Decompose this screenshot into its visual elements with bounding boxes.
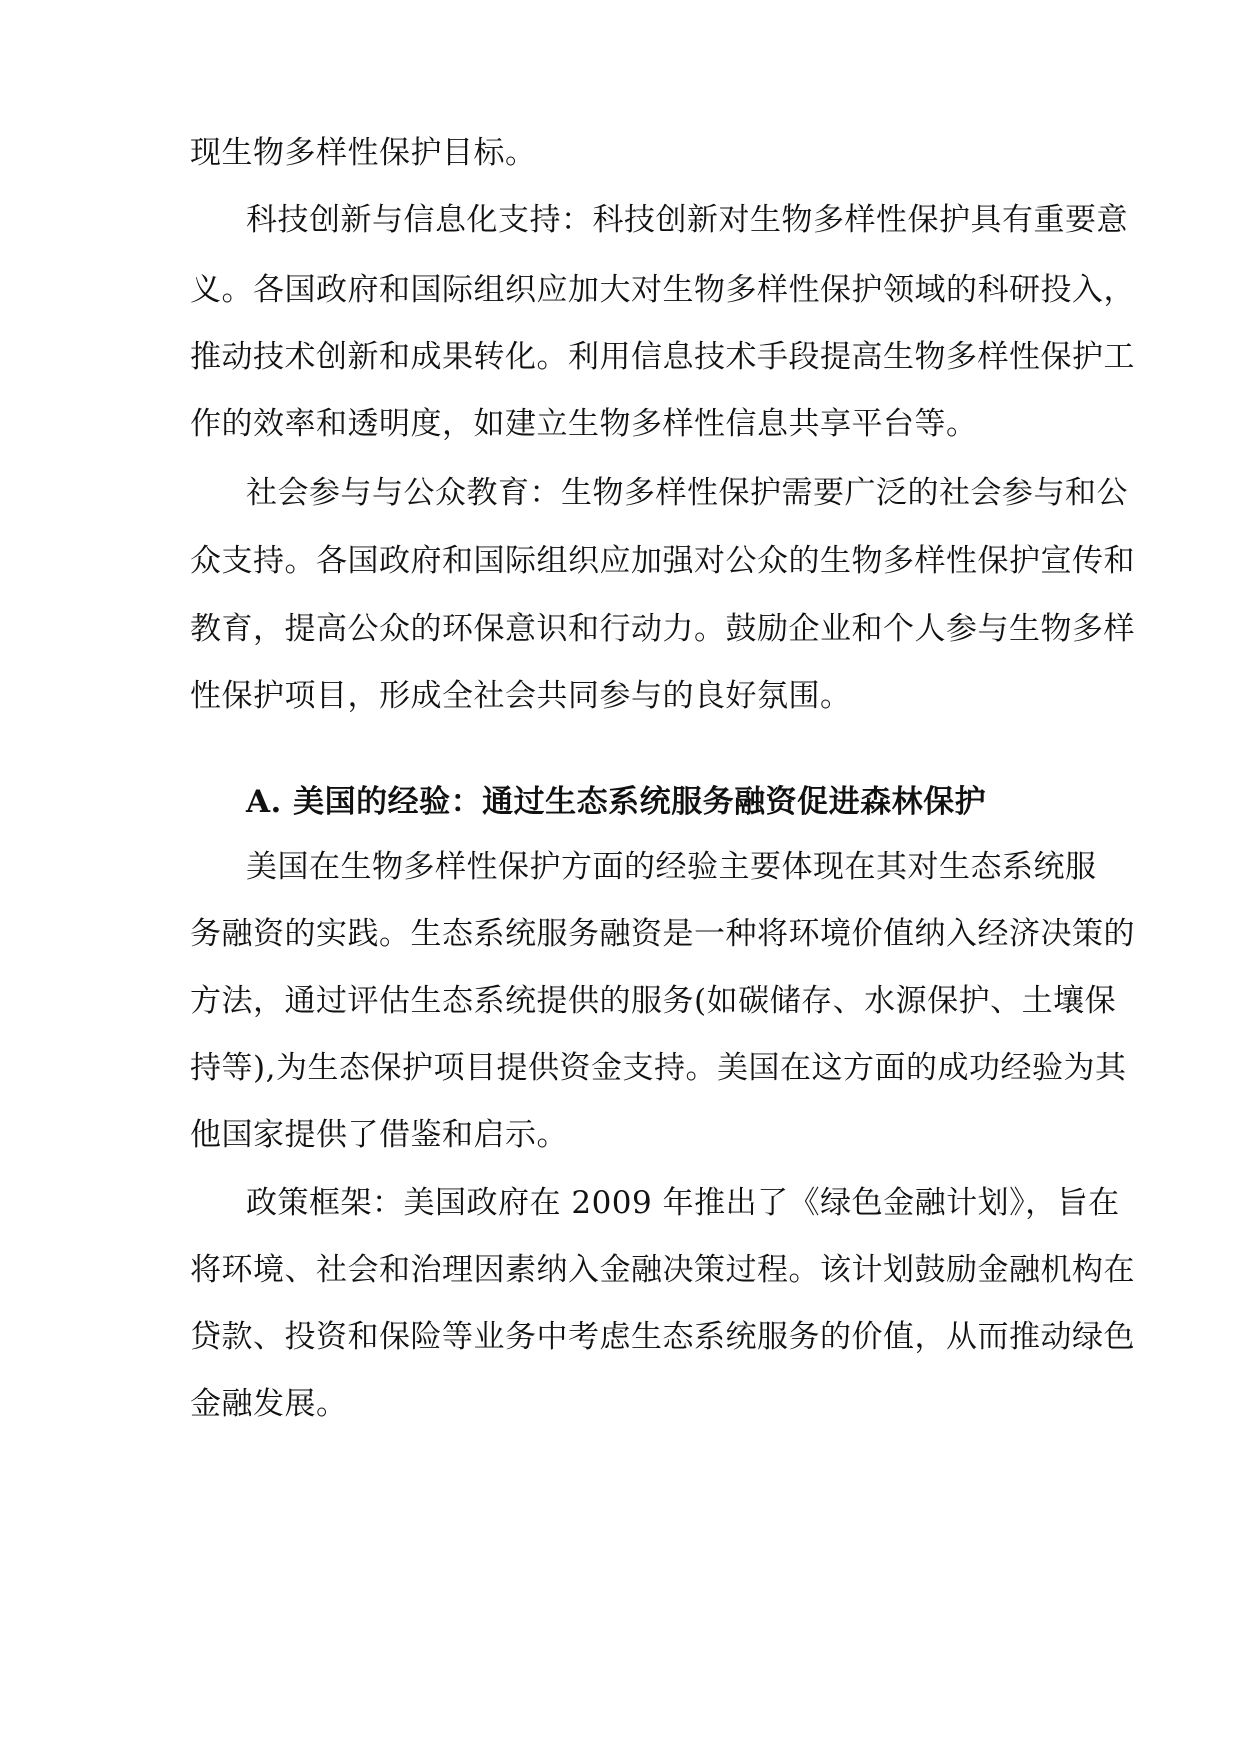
paragraph-social-line-3: 教育，提高公众的环保意识和行动力。鼓励企业和个人参与生物多样 bbox=[190, 611, 1135, 647]
paragraph-policy-line-3: 贷款、投资和保险等业务中考虑生态系统服务的价值，从而推动绿色 bbox=[190, 1319, 1135, 1355]
paragraph-us-line-1: 美国在生物多样性保护方面的经验主要体现在其对生态系统服 bbox=[246, 849, 1097, 885]
paragraph-us-line-2: 务融资的实践。生态系统服务融资是一种将环境价值纳入经济决策的 bbox=[190, 916, 1135, 952]
paragraph-tech-line-2: 义。各国政府和国际组织应加大对生物多样性保护领域的科研投入， bbox=[190, 272, 1135, 308]
paragraph-policy-line-4: 金融发展。 bbox=[190, 1386, 348, 1422]
paragraph-tech-line-3: 推动技术创新和成果转化。利用信息技术手段提高生物多样性保护工 bbox=[190, 339, 1135, 375]
paragraph-tech-line-4: 作的效率和透明度，如建立生物多样性信息共享平台等。 bbox=[190, 406, 978, 442]
paragraph-social-line-4: 性保护项目，形成全社会共同参与的良好氛围。 bbox=[190, 678, 852, 714]
paragraph-tech-line-1: 科技创新与信息化支持：科技创新对生物多样性保护具有重要意 bbox=[246, 202, 1128, 238]
paragraph-us-line-5: 他国家提供了借鉴和启示。 bbox=[190, 1117, 568, 1153]
paragraph-social-line-1: 社会参与与公众教育：生物多样性保护需要广泛的社会参与和公 bbox=[246, 475, 1128, 511]
paragraph-us-line-3: 方法，通过评估生态系统提供的服务(如碳储存、水源保护、土壤保 bbox=[190, 983, 1117, 1019]
paragraph-intro-line-1: 现生物多样性保护目标。 bbox=[190, 135, 537, 171]
section-heading: A. 美国的经验：通过生态系统服务融资促进森林保护 bbox=[246, 784, 987, 820]
paragraph-social-line-2: 众支持。各国政府和国际组织应加强对公众的生物多样性保护宣传和 bbox=[190, 543, 1135, 579]
paragraph-policy-line-2: 将环境、社会和治理因素纳入金融决策过程。该计划鼓励金融机构在 bbox=[190, 1252, 1135, 1288]
paragraph-us-line-4: 持等),为生态保护项目提供资金支持。美国在这方面的成功经验为其 bbox=[190, 1050, 1127, 1086]
paragraph-policy-line-1: 政策框架：美国政府在 2009 年推出了《绿色金融计划》，旨在 bbox=[246, 1185, 1120, 1221]
